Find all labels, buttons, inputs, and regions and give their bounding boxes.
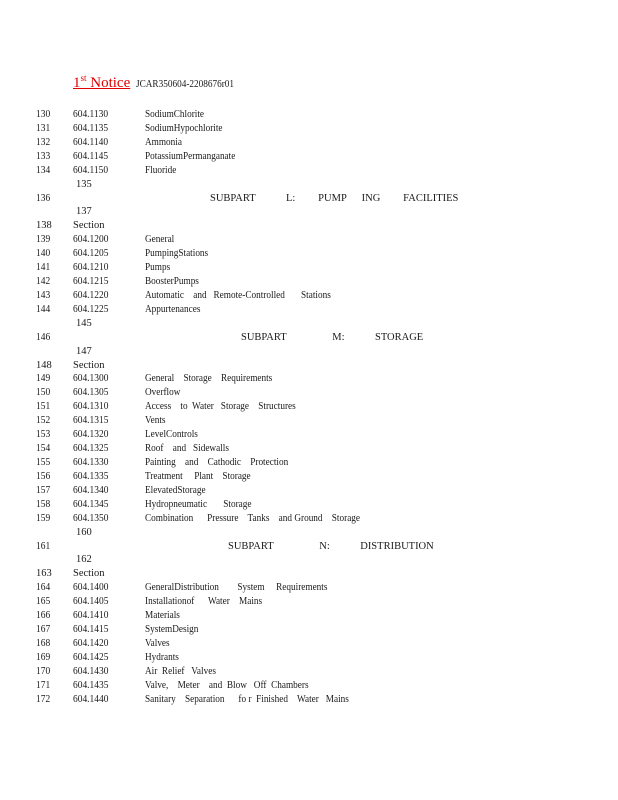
rule-row: [0, 652, 618, 666]
line-number: 170: [36, 665, 51, 677]
section-title: Automatic and Remote-Controlled Stations: [145, 289, 331, 301]
section-code: 604.1145: [73, 150, 109, 162]
line-number: 162: [76, 554, 92, 566]
section-title: Ammonia: [145, 136, 182, 148]
section-title: General: [145, 234, 175, 246]
line-number: 139: [36, 234, 51, 246]
section-code: 604.1435: [73, 679, 109, 691]
section-code: 604.1430: [73, 665, 109, 677]
section-title: Valves: [145, 637, 170, 649]
blank-row: [0, 527, 618, 541]
section-label-row: [0, 220, 618, 234]
rule-row: [0, 290, 618, 304]
line-number: 165: [36, 596, 51, 608]
line-number: 143: [36, 289, 51, 301]
rule-row: [0, 638, 618, 652]
line-number: 147: [76, 345, 92, 357]
section-code: 604.1405: [73, 596, 109, 608]
section-label: Section: [73, 359, 105, 371]
rule-row: [0, 624, 618, 638]
notice-header: [73, 74, 248, 92]
section-label-row: [0, 360, 618, 374]
section-code: 604.1210: [73, 262, 109, 274]
line-number: 130: [36, 109, 51, 120]
line-number: 159: [36, 512, 51, 524]
subpart-row: [0, 193, 618, 207]
section-title: LevelControls: [145, 429, 198, 441]
line-number: 142: [36, 276, 51, 288]
section-code: 604.1350: [73, 512, 109, 524]
section-title: SodiumHypochlorite: [145, 122, 223, 134]
rule-row: [0, 429, 618, 443]
rule-row: [0, 596, 618, 610]
rule-row: [0, 499, 618, 513]
section-title: Hydrants: [145, 651, 179, 663]
rule-row: [0, 109, 618, 123]
line-number: 132: [36, 136, 51, 148]
subpart-heading: SUBPART M: STORAGE: [241, 331, 424, 343]
section-title: Installationof Water Mains: [145, 596, 263, 608]
rule-row: [0, 415, 618, 429]
rule-row: [0, 276, 618, 290]
section-code: 604.1215: [73, 276, 109, 288]
section-code: 604.1305: [73, 387, 109, 399]
rule-row: [0, 471, 618, 485]
section-code: 604.1135: [73, 122, 109, 134]
section-code: 604.1335: [73, 470, 109, 482]
section-title: Appurtenances: [145, 303, 201, 315]
section-code: 604.1225: [73, 303, 109, 315]
rule-row: [0, 248, 618, 262]
blank-row: [0, 554, 618, 568]
section-title: Painting and Cathodic Protection: [145, 457, 289, 468]
line-number: 167: [36, 624, 51, 636]
rule-row: [0, 151, 618, 165]
section-code: 604.1425: [73, 651, 109, 663]
line-number: 172: [36, 693, 51, 705]
line-number: 148: [36, 359, 52, 371]
line-number: 171: [36, 679, 51, 691]
section-code: 604.1345: [73, 498, 109, 510]
blank-row: [0, 179, 618, 193]
line-number: 154: [36, 443, 51, 455]
section-code: 604.1325: [73, 443, 109, 455]
section-code: 604.1205: [73, 248, 109, 260]
rule-row: [0, 401, 618, 415]
line-number: 131: [36, 122, 51, 134]
section-code: 604.1310: [73, 401, 109, 413]
rule-row: [0, 457, 618, 471]
section-title: Treatment Plant Storage: [145, 470, 251, 482]
rule-row: [0, 304, 618, 318]
rule-row: [0, 234, 618, 248]
section-title: Hydropneumatic Storage: [145, 498, 252, 510]
subpart-row: [0, 332, 618, 346]
section-title: Valve, Meter and Blow Off Chambers: [145, 679, 309, 691]
section-code: 604.1150: [73, 164, 109, 176]
line-number: 157: [36, 484, 51, 496]
section-label-row: [0, 568, 618, 582]
line-number: 151: [36, 401, 51, 413]
section-code: 604.1220: [73, 289, 109, 301]
document-id: JCAR350604-2208676r01: [136, 79, 235, 90]
section-code: 604.1410: [73, 610, 109, 622]
section-title: PotassiumPermanganate: [145, 150, 236, 162]
rule-row: [0, 485, 618, 499]
section-title: ElevatedStorage: [145, 484, 206, 496]
section-code: 604.1130: [73, 109, 109, 120]
line-number: 155: [36, 457, 51, 468]
line-number: 145: [76, 317, 92, 329]
line-number: 137: [76, 206, 92, 218]
section-title: Sanitary Separation fo r Finished Water Mains: [145, 693, 349, 705]
rule-row: [0, 513, 618, 527]
line-number: 152: [36, 415, 51, 427]
blank-row: [0, 346, 618, 360]
section-code: 604.1420: [73, 637, 109, 649]
line-number: 144: [36, 303, 51, 315]
section-title: Vents: [145, 415, 166, 427]
section-code: 604.1315: [73, 415, 109, 427]
line-number: 164: [36, 582, 51, 594]
rule-row: [0, 680, 618, 694]
rule-row: [0, 137, 618, 151]
subpart-row: [0, 541, 618, 555]
section-label: Section: [73, 220, 105, 232]
subpart-heading: SUBPART L: PUMP ING FACILITIES: [210, 192, 459, 204]
section-title: Roof and Sidewalls: [145, 443, 229, 455]
rule-row: [0, 582, 618, 596]
section-code: 604.1400: [73, 582, 109, 594]
rule-row: [0, 610, 618, 624]
line-number: 136: [36, 192, 51, 204]
section-title: GeneralDistribution System Requirements: [145, 582, 328, 594]
line-number: 140: [36, 248, 51, 260]
line-number: 141: [36, 262, 51, 274]
rule-row: [0, 123, 618, 137]
section-title: Pumps: [145, 262, 171, 274]
line-number: 134: [36, 164, 51, 176]
section-code: 604.1200: [73, 234, 109, 246]
section-code: 604.1140: [73, 136, 109, 148]
section-code: 604.1440: [73, 693, 109, 705]
section-title: Combination Pressure Tanks and Ground Storage: [145, 512, 361, 524]
section-code: 604.1320: [73, 429, 109, 441]
section-title: Overflow: [145, 387, 181, 399]
line-number: 169: [36, 651, 51, 663]
rule-row: [0, 262, 618, 276]
blank-row: [0, 206, 618, 220]
rule-row: [0, 694, 618, 708]
line-number: 138: [36, 220, 52, 232]
section-title: Access to Water Storage Structures: [145, 401, 296, 413]
line-number: 168: [36, 637, 51, 649]
section-title: Air Relief Valves: [145, 665, 216, 677]
section-title: Fluoride: [145, 164, 177, 176]
rule-row: [0, 443, 618, 457]
rule-row: [0, 666, 618, 680]
line-number: 158: [36, 498, 51, 510]
line-number: 160: [76, 526, 92, 538]
line-number: 153: [36, 429, 51, 441]
section-code: 604.1415: [73, 624, 109, 636]
notice-label: 1st Notice: [73, 73, 131, 91]
section-title: SodiumChlorite: [145, 109, 205, 120]
section-title: BoosterPumps: [145, 276, 199, 288]
line-number: 150: [36, 387, 51, 399]
rule-row: [0, 373, 618, 387]
line-number: 149: [36, 373, 51, 385]
rule-row: [0, 165, 618, 179]
line-number: 166: [36, 610, 51, 622]
section-title: SystemDesign: [145, 624, 199, 636]
section-title: PumpingStations: [145, 248, 209, 260]
blank-row: [0, 318, 618, 332]
line-number: 135: [76, 178, 92, 190]
line-number: 133: [36, 150, 51, 162]
line-number: 163: [36, 568, 52, 580]
section-title: General Storage Requirements: [145, 373, 273, 385]
section-code: 604.1300: [73, 373, 109, 385]
section-title: Materials: [145, 610, 180, 622]
subpart-heading: SUBPART N: DISTRIBUTION: [228, 540, 434, 552]
line-number: 146: [36, 331, 51, 343]
section-label: Section: [73, 568, 105, 580]
section-code: 604.1330: [73, 457, 109, 468]
line-number: 161: [36, 540, 51, 552]
section-code: 604.1340: [73, 484, 109, 496]
rule-row: [0, 387, 618, 401]
line-number: 156: [36, 470, 51, 482]
